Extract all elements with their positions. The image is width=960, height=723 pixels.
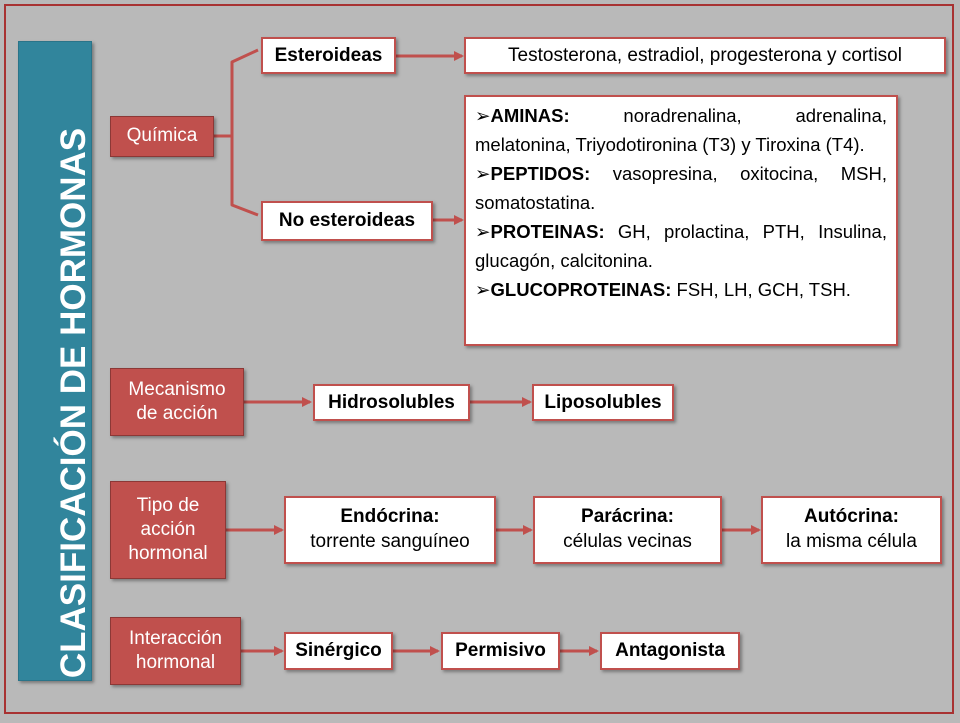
node-antagonista: Antagonista bbox=[600, 632, 740, 670]
detail-glucoproteinas: ➢GLUCOPROTEINAS: FSH, LH, GCH, TSH. bbox=[475, 279, 851, 300]
endocrina-subtitle: torrente sanguíneo bbox=[310, 531, 470, 552]
node-permisivo: Permisivo bbox=[441, 632, 560, 670]
detail-proteinas: ➢PROTEINAS: GH, prolactina, PTH, Insulina, glucagón, calcitonina. bbox=[475, 221, 887, 271]
page-title: CLASIFICACIÓN DE HORMONAS bbox=[54, 127, 93, 679]
node-no-esteroideas: No esteroideas bbox=[261, 201, 433, 241]
node-esteroideas: Esteroideas bbox=[261, 37, 396, 74]
node-endocrina bbox=[284, 496, 496, 564]
autocrina-title: Autócrina: bbox=[804, 506, 899, 528]
node-esteroideas-examples: Testosterona, estradiol, progesterona y cortisol bbox=[464, 37, 946, 74]
detail-peptidos: ➢PEPTIDOS: vasopresina, oxitocina, MSH, somatostatina. bbox=[475, 163, 887, 213]
node-autocrina bbox=[761, 496, 942, 564]
detail-aminas: ➢AMINAS: noradrenalina, adrenalina, melatonina, Triyodotironina (T3) y Tiroxina (T4). bbox=[475, 105, 887, 155]
title-bar bbox=[18, 41, 92, 681]
paracrina-subtitle: células vecinas bbox=[563, 531, 692, 552]
node-paracrina bbox=[533, 496, 722, 564]
category-interaccion: Interacción hormonal bbox=[110, 617, 241, 685]
category-tipo-accion: Tipo de acción hormonal bbox=[110, 481, 226, 579]
node-hidrosolubles: Hidrosolubles bbox=[313, 384, 470, 421]
endocrina-title: Endócrina: bbox=[340, 506, 440, 528]
paracrina-title: Parácrina: bbox=[581, 506, 674, 528]
category-mecanismo: Mecanismo de acción bbox=[110, 368, 244, 436]
quimica-brace bbox=[214, 50, 258, 215]
node-liposolubles: Liposolubles bbox=[532, 384, 674, 421]
category-quimica: Química bbox=[110, 116, 214, 157]
node-sinergico: Sinérgico bbox=[284, 632, 393, 670]
no-esteroideas-details bbox=[464, 95, 898, 346]
autocrina-subtitle: la misma célula bbox=[786, 531, 917, 552]
